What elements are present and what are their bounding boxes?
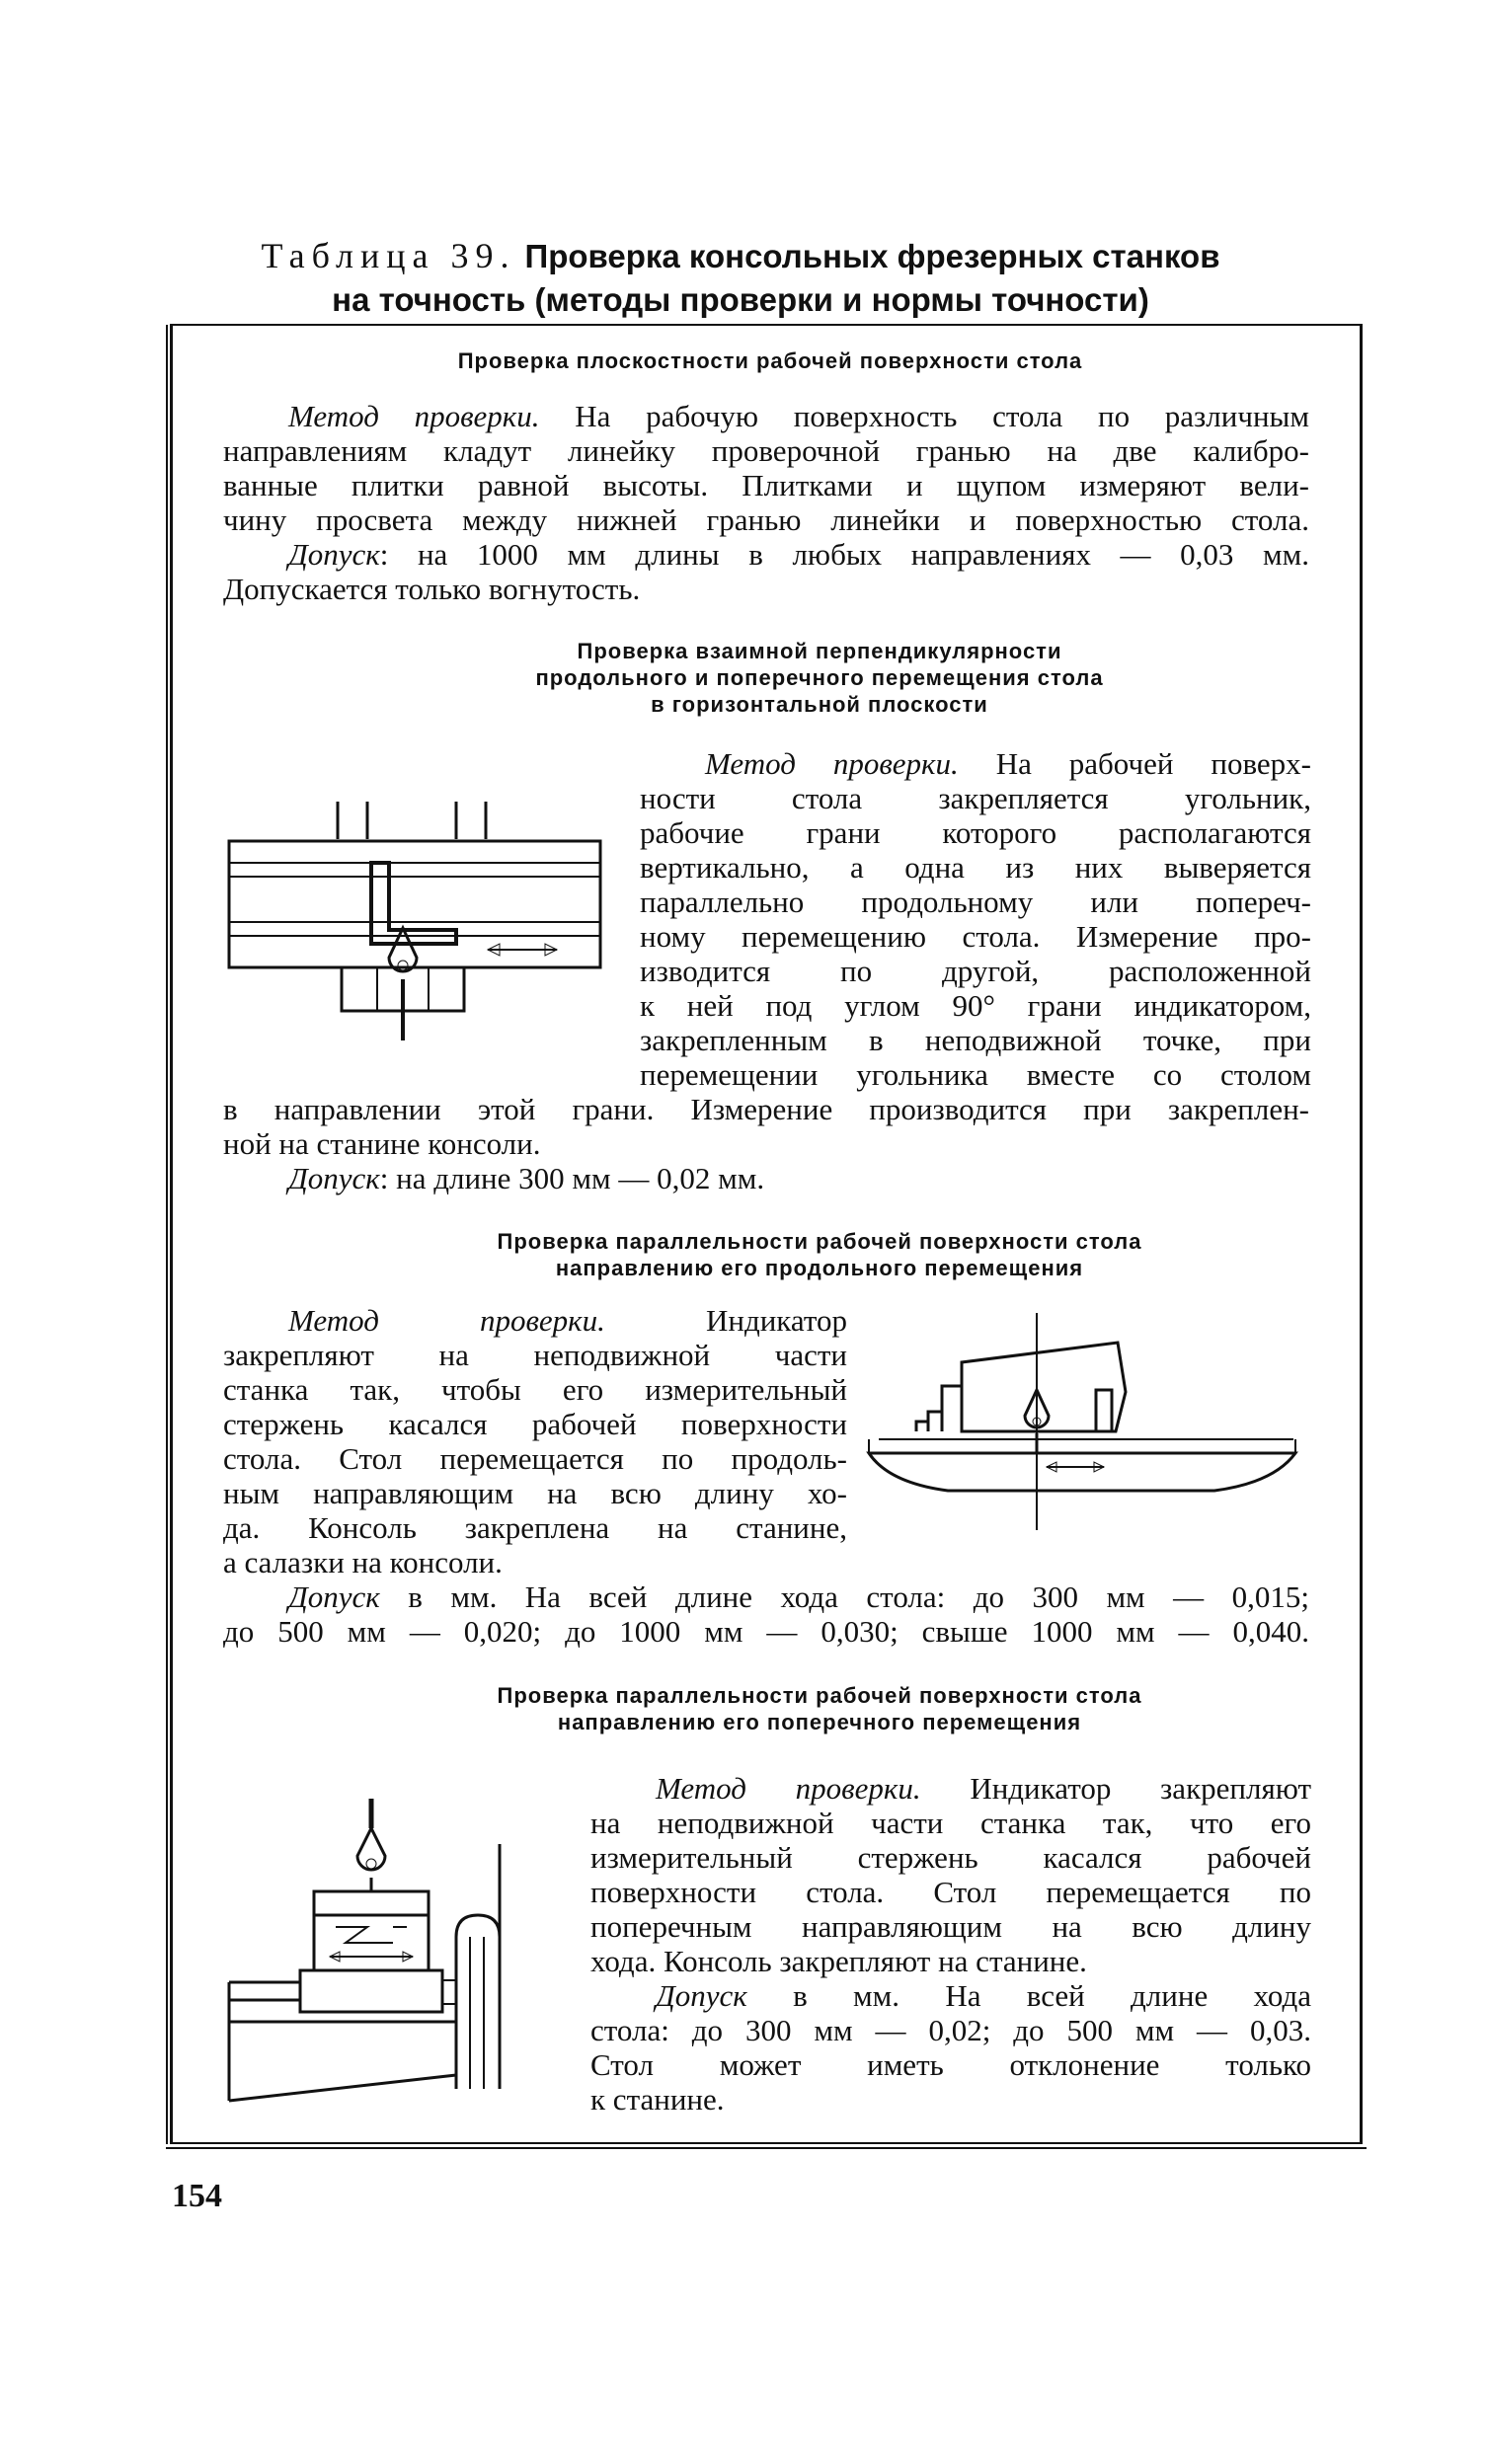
section2-line: вертикально, а одна из них выверяется xyxy=(640,850,1311,885)
table-caption-line2 xyxy=(197,276,1284,323)
section4-text xyxy=(590,1771,1311,2117)
caption-title-line1: Проверка консольных фрезерных станков xyxy=(524,238,1220,274)
transverse-check-diagram xyxy=(219,1789,575,2105)
section4-line: хода. Консоль закрепляют на станине. xyxy=(590,1944,1087,1978)
section4-line: к станине. xyxy=(590,2082,725,2117)
table-caption xyxy=(197,233,1284,279)
section3-line: да. Консоль закреплена на станине, xyxy=(223,1510,847,1545)
section3-tolerance xyxy=(223,1579,1309,1649)
section3-text xyxy=(223,1303,847,1579)
caption-lead: Таблица 39. xyxy=(261,236,516,275)
section2-method-label: Метод проверки. xyxy=(705,746,959,781)
section1-heading: Проверка плоскостности рабочей поверхности стола xyxy=(457,348,1083,373)
section3-method-label: Метод проверки. xyxy=(288,1303,605,1338)
section3-line: а салазки на консоли. xyxy=(223,1545,503,1579)
section3-line: Метод проверки. Индикатор xyxy=(288,1303,847,1338)
section4-method-label: Метод проверки. xyxy=(656,1771,921,1806)
section2-line: к ней под углом 90° грани индикатором, xyxy=(640,988,1311,1023)
page-number: 154 xyxy=(172,2178,222,2214)
section3-tolerance-label: Допуск xyxy=(288,1579,380,1614)
indicator-icon xyxy=(357,1828,385,1870)
section3-line: станка так, чтобы его измерительный xyxy=(223,1372,847,1407)
perpendicularity-diagram xyxy=(219,782,614,1048)
section3-heading: Проверка параллельности рабочей поверхности стола направлению его продольного перемещения xyxy=(497,1229,1142,1280)
section4-line: Метод проверки. Индикатор закрепляют xyxy=(656,1771,1311,1806)
section2-line: ной на станине консоли. xyxy=(223,1126,541,1161)
section1-line: чину просвета между нижней гранью линейки и поверхностью стола. xyxy=(223,502,1309,537)
section1-tolerance-label: Допуск xyxy=(288,537,380,572)
section1-line: ванные плитки равной высоты. Плитками и щупом измеряют вели- xyxy=(223,468,1309,502)
section3-line: ным направляющим на всю длину хо- xyxy=(223,1476,847,1510)
section2-text-right xyxy=(640,746,1311,1092)
section4-line: поверхности стола. Стол перемещается по xyxy=(590,1875,1311,1909)
section2-line: перемещении угольника вместе со столом xyxy=(640,1057,1311,1092)
section1-line: направлениям кладут линейку проверочной гранью на две калибро- xyxy=(223,433,1309,468)
machine-head xyxy=(962,1343,1126,1431)
section4-heading: Проверка параллельности рабочей поверхности стола направлению его поперечного перемещения xyxy=(497,1683,1142,1734)
section3-line: закрепляют на неподвижной части xyxy=(223,1338,847,1372)
section2-text-full xyxy=(223,1092,1309,1195)
section2-line: рабочие грани которого располагаются xyxy=(640,815,1311,850)
section2-line: в направлении этой грани. Измерение производится при закреплен- xyxy=(223,1092,1309,1126)
section4-line: на неподвижной части станка так, что его xyxy=(590,1806,1311,1840)
caption-title-line2: на точность (методы проверки и нормы точности) xyxy=(332,281,1149,318)
indicator-icon xyxy=(389,928,417,971)
section4-line: поперечным направляющим на всю длину xyxy=(590,1909,1311,1944)
section3-line: стержень касался рабочей поверхности xyxy=(223,1407,847,1441)
section2-line: закрепленным в неподвижной точке, при xyxy=(640,1023,1311,1057)
section2-tolerance-label: Допуск xyxy=(288,1161,380,1195)
table-body xyxy=(869,1453,1295,1491)
section2-heading: Проверка взаимной перпендикулярности продольного и поперечного перемещения стола в горизонтальной плоскости xyxy=(535,639,1104,717)
section3-tolerance-line: до 500 мм — 0,020; до 1000 мм — 0,030; свыше 1000 мм — 0,040. xyxy=(223,1614,1309,1649)
section3-line: стола. Стол перемещается по продоль- xyxy=(223,1441,847,1476)
section2-line: ному перемещению стола. Измерение про- xyxy=(640,919,1311,954)
section2-line: Метод проверки. На рабочей поверх- xyxy=(705,746,1311,781)
section4-line: Стол может иметь отклонение только xyxy=(590,2047,1311,2082)
section3-tolerance-line: Допуск в мм. На всей длине хода стола: до 300 мм — 0,015; xyxy=(288,1579,1309,1614)
section2-line: изводится по другой, расположенной xyxy=(640,954,1311,988)
square-tool xyxy=(371,863,456,944)
section1-line: Метод проверки. На рабочую поверхность стола по различным xyxy=(288,399,1309,433)
section2-line: ности стола закрепляется угольник, xyxy=(640,781,1311,815)
section4-line: стола: до 300 мм — 0,02; до 500 мм — 0,03. xyxy=(590,2013,1311,2047)
section1-method-label: Метод проверки. xyxy=(288,399,540,433)
section2-line: параллельно продольному или попереч- xyxy=(640,885,1311,919)
longitudinal-check-diagram xyxy=(859,1303,1313,1540)
section4-tolerance-label: Допуск xyxy=(656,1978,747,2013)
section4-tolerance: Допуск в мм. На всей длине хода xyxy=(656,1978,1311,2013)
section1-text xyxy=(223,399,1309,606)
section1-line: Допускается только вогнутость. xyxy=(223,572,641,606)
section4-line: измерительный стержень касался рабочей xyxy=(590,1840,1311,1875)
section1-tolerance: Допуск: на 1000 мм длины в любых направлениях — 0,03 мм. xyxy=(288,537,1309,572)
section2-tolerance: Допуск: на длине 300 мм — 0,02 мм. xyxy=(288,1161,765,1195)
